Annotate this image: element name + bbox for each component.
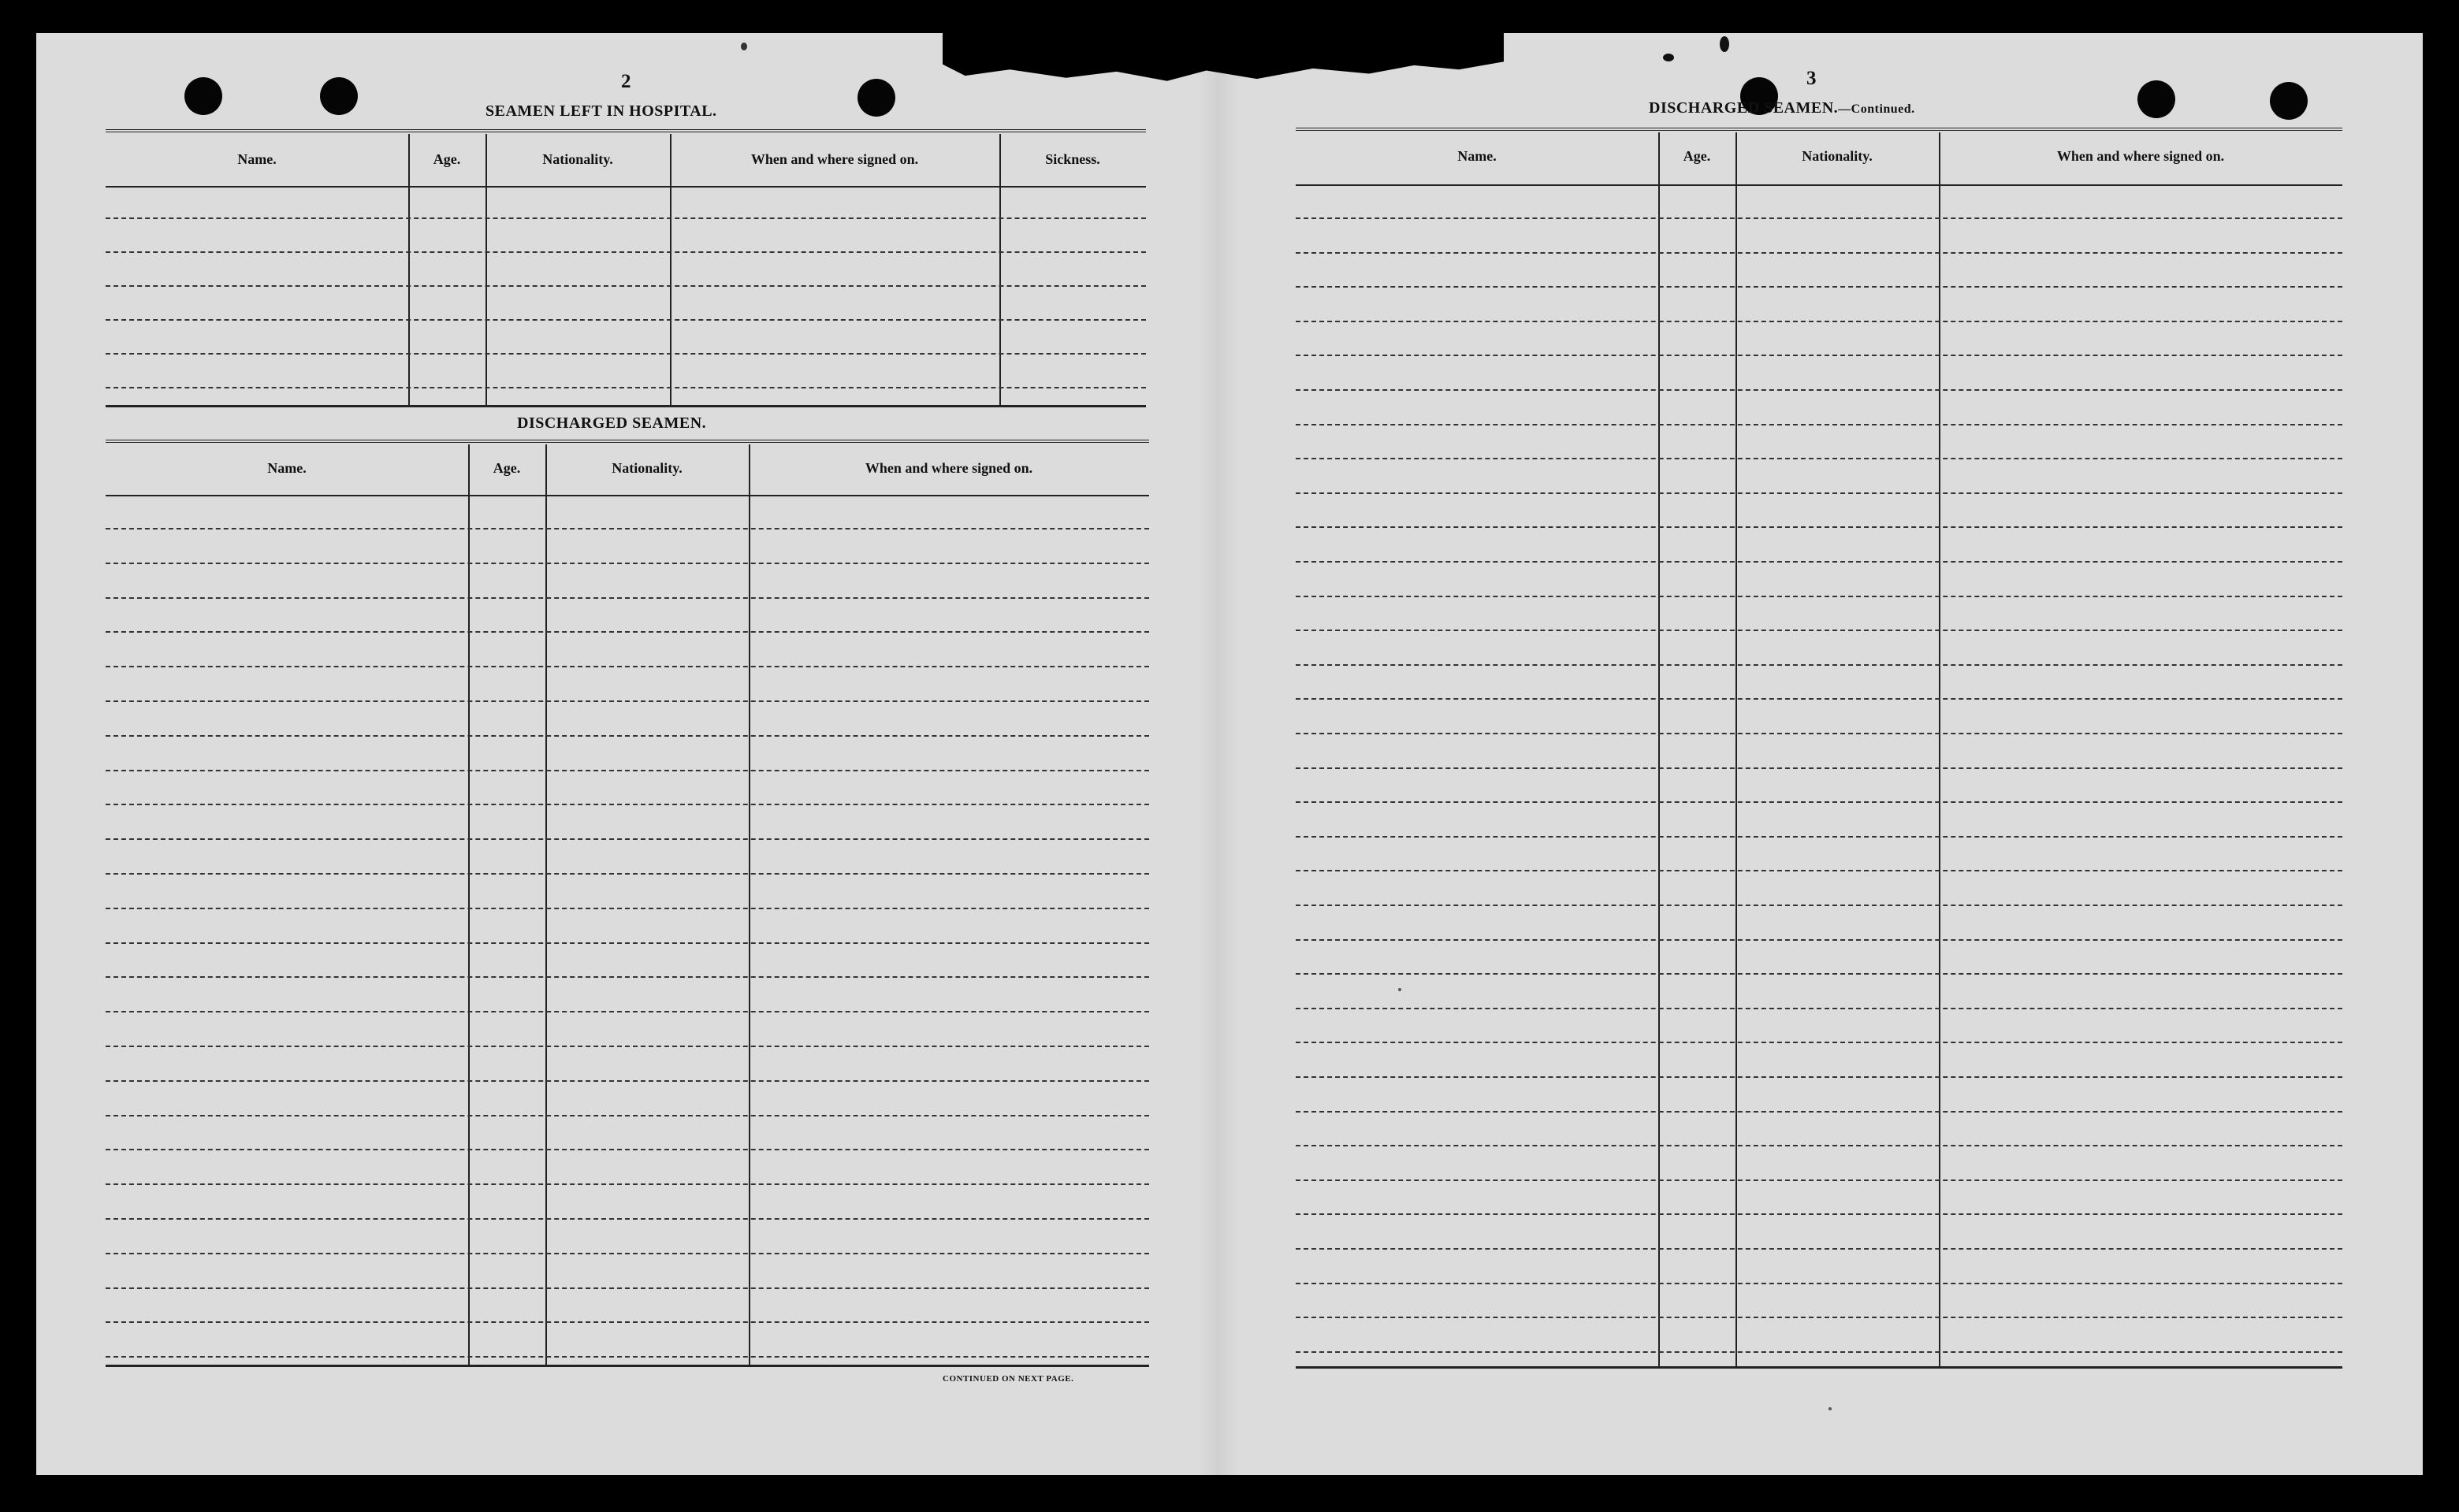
row-line: [1296, 698, 2342, 700]
continued-note: CONTINUED ON NEXT PAGE.: [943, 1374, 1074, 1384]
row-line: [1296, 424, 2342, 425]
row-line: [106, 873, 1149, 875]
row-line: [106, 666, 1149, 667]
row-line: [1296, 1008, 2342, 1009]
column-divider: [1658, 132, 1660, 1368]
row-line: [1296, 801, 2342, 803]
punch-hole: [857, 79, 895, 117]
table-bottom-rule: [1296, 1366, 2342, 1369]
column-header-age: Age.: [433, 151, 461, 167]
discharged-section-title: DISCHARGED SEAMEN.: [517, 414, 707, 432]
row-line: [1296, 286, 2342, 288]
table-bottom-rule: [106, 405, 1146, 407]
row-line: [1296, 561, 2342, 563]
row-line: [1296, 1351, 2342, 1353]
row-line: [1296, 321, 2342, 322]
row-line: [1296, 596, 2342, 597]
column-divider: [545, 444, 547, 1366]
row-line: [1296, 1111, 2342, 1113]
scan-speck: [1663, 54, 1674, 61]
column-header-nationality: Nationality.: [542, 151, 613, 167]
scan-speck: [1828, 1407, 1832, 1410]
punch-hole: [184, 77, 222, 115]
header-rule: [106, 495, 1149, 496]
row-line: [1296, 1317, 2342, 1318]
column-header-name: Name.: [1457, 148, 1497, 164]
column-header-sickness: Sickness.: [1045, 151, 1100, 167]
row-line: [1296, 217, 2342, 219]
scan-speck: [741, 43, 747, 50]
row-line: [1296, 870, 2342, 871]
row-line: [106, 631, 1149, 633]
row-line: [106, 838, 1149, 840]
row-line: [1296, 1145, 2342, 1146]
column-header-signed-on: When and where signed on.: [2056, 148, 2225, 164]
column-header-age: Age.: [1683, 148, 1711, 164]
column-divider: [749, 444, 750, 1366]
row-line: [106, 1149, 1149, 1150]
discharged-continued-table: [1296, 128, 2342, 1368]
column-header-signed-on: When and where signed on.: [865, 460, 1033, 476]
row-line: [106, 1046, 1149, 1047]
row-line: [106, 1287, 1149, 1289]
row-line: [1296, 1283, 2342, 1284]
row-line: [106, 1115, 1149, 1116]
row-line: [106, 353, 1146, 355]
hospital-table: [106, 129, 1146, 407]
row-line: [106, 251, 1146, 253]
column-divider: [1939, 132, 1940, 1368]
row-line: [1296, 1180, 2342, 1181]
column-divider: [485, 134, 487, 407]
page-number: 2: [621, 71, 631, 92]
row-line: [1296, 252, 2342, 254]
column-divider: [468, 444, 470, 1366]
row-line: [106, 804, 1149, 805]
double-rule: [106, 440, 1149, 447]
column-header-signed-on: When and where signed on.: [750, 151, 919, 167]
double-rule: [106, 129, 1146, 136]
page-fold: [1198, 33, 1239, 1475]
row-line: [1296, 389, 2342, 391]
row-line: [1296, 526, 2342, 528]
column-divider: [408, 134, 410, 407]
row-line: [106, 597, 1149, 599]
column-divider: [670, 134, 671, 407]
row-line: [1296, 1213, 2342, 1215]
row-line: [1296, 458, 2342, 459]
row-line: [1296, 1042, 2342, 1043]
column-header-age: Age.: [493, 460, 521, 476]
row-line: [106, 1183, 1149, 1185]
column-header-name: Name.: [267, 460, 307, 476]
header-rule: [106, 186, 1146, 188]
column-header-nationality: Nationality.: [1802, 148, 1873, 164]
discharged-table: [106, 440, 1149, 1366]
row-line: [106, 1253, 1149, 1254]
punch-hole: [320, 77, 358, 115]
row-line: [106, 908, 1149, 909]
row-line: [106, 528, 1149, 529]
row-line: [1296, 1076, 2342, 1078]
continued-suffix: —Continued.: [1838, 102, 1915, 116]
row-line: [1296, 733, 2342, 734]
row-line: [106, 1080, 1149, 1082]
row-line: [1296, 767, 2342, 769]
row-line: [106, 1011, 1149, 1012]
header-rule: [1296, 184, 2342, 186]
row-line: [1296, 355, 2342, 356]
double-rule: [1296, 128, 2342, 135]
row-line: [1296, 836, 2342, 838]
hospital-section-title: SEAMEN LEFT IN HOSPITAL.: [485, 102, 717, 120]
section-title: DISCHARGED SEAMEN.: [1649, 99, 1839, 117]
row-line: [106, 942, 1149, 944]
row-line: [1296, 1248, 2342, 1250]
row-line: [106, 217, 1146, 219]
row-line: [106, 976, 1149, 978]
row-line: [106, 1321, 1149, 1323]
column-divider: [1735, 132, 1737, 1368]
punch-hole: [2270, 82, 2308, 120]
row-line: [1296, 939, 2342, 941]
scan-speck: [1720, 36, 1729, 52]
row-line: [106, 700, 1149, 702]
row-line: [106, 735, 1149, 737]
column-divider: [999, 134, 1001, 407]
row-line: [106, 285, 1146, 287]
scan-speck: [1398, 988, 1401, 991]
row-line: [106, 1218, 1149, 1220]
row-line: [106, 1356, 1149, 1358]
discharged-continued-title: [1649, 99, 1915, 117]
row-line: [106, 770, 1149, 771]
row-line: [1296, 905, 2342, 906]
row-line: [1296, 973, 2342, 975]
column-header-name: Name.: [237, 151, 277, 167]
row-line: [106, 387, 1146, 388]
punch-hole: [2137, 80, 2175, 118]
page-number: 3: [1806, 68, 1817, 89]
row-line: [1296, 664, 2342, 666]
row-line: [1296, 630, 2342, 631]
table-bottom-rule: [106, 1365, 1149, 1367]
row-line: [106, 319, 1146, 321]
row-line: [106, 563, 1149, 564]
row-line: [1296, 492, 2342, 494]
column-header-nationality: Nationality.: [612, 460, 683, 476]
